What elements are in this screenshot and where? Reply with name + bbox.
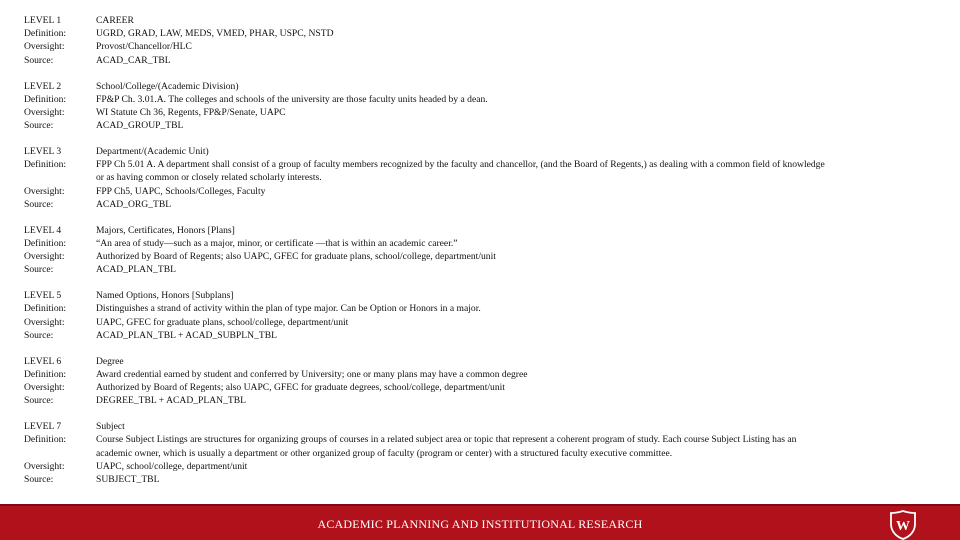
levels-list: [24, 14, 944, 499]
level-row: [24, 447, 944, 460]
level-row: [24, 250, 944, 263]
field-label: Definition:: [24, 303, 67, 315]
level-block: [24, 224, 944, 277]
level-row: [24, 27, 944, 40]
field-value: academic owner, which is usually a department or other organized group of faculty (program or center) with a structured faculty executive committee.: [96, 447, 673, 459]
level-row: [24, 329, 944, 342]
field-value: FPP Ch5, UAPC, Schools/Colleges, Faculty: [96, 185, 266, 197]
level-row: [24, 171, 944, 184]
field-label: Definition:: [24, 434, 67, 446]
field-label: Definition:: [24, 237, 67, 249]
level-title: LEVEL 2: [24, 80, 62, 92]
level-row: [24, 302, 944, 315]
field-value: Named Options, Honors [Subplans]: [96, 290, 234, 302]
level-title: LEVEL 1: [24, 15, 62, 26]
field-label: Source:: [24, 264, 54, 276]
field-label: [24, 171, 96, 184]
level-title: LEVEL 6: [24, 355, 62, 367]
field-value: Provost/Chancellor/HLC: [96, 41, 192, 53]
crest-letter: W: [896, 519, 910, 534]
field-label: Source:: [24, 54, 54, 66]
field-value: Department/(Academic Unit): [96, 146, 209, 157]
footer-bar: [0, 504, 960, 540]
level-row: [24, 145, 944, 158]
footer-title: ACADEMIC PLANNING AND INSTITUTIONAL RESEARCH: [317, 517, 643, 531]
field-value: Authorized by Board of Regents; also UAPC, GFEC for graduate plans, school/college, department/unit: [96, 251, 496, 263]
field-value: School/College/(Academic Division): [96, 80, 239, 92]
field-value: ACAD_CAR_TBL: [96, 54, 171, 66]
field-value: FPP Ch 5.01 A. A department shall consist of a group of faculty members recognized by the faculty and chancellor, (and the Board of Regents,) as dealing with a common field of knowledge: [96, 159, 825, 171]
field-label: Definition:: [24, 93, 67, 105]
level-row: [24, 224, 944, 237]
field-label: Oversight:: [24, 106, 65, 118]
level-title: LEVEL 7: [24, 421, 62, 433]
level-row: [24, 263, 944, 276]
field-value: ACAD_GROUP_TBL: [96, 120, 184, 132]
level-row: [24, 473, 944, 486]
field-value: Distinguishes a strand of activity within the plan of type major. Can be Option or Honors in a major.: [96, 303, 481, 315]
level-row: [24, 119, 944, 132]
level-row: [24, 40, 944, 53]
level-row: [24, 54, 944, 67]
field-label: Oversight:: [24, 460, 65, 472]
level-row: [24, 420, 944, 433]
level-row: [24, 368, 944, 381]
university-crest-icon: [889, 510, 917, 540]
field-label: Source:: [24, 329, 54, 341]
field-value: ACAD_PLAN_TBL + ACAD_SUBPLN_TBL: [96, 329, 277, 341]
level-block: [24, 355, 944, 408]
level-row: [24, 14, 944, 27]
level-row: [24, 394, 944, 407]
field-value: SUBJECT_TBL: [96, 474, 160, 486]
field-label: Definition:: [24, 368, 67, 380]
field-label: Oversight:: [24, 185, 65, 197]
level-row: [24, 158, 944, 171]
field-value: or as having common or closely related scholarly interests.: [96, 172, 322, 184]
field-value: Course Subject Listings are structures for organizing groups of courses in a related subject area or topic that represent a coherent program of study. Each course Subject Listing has an: [96, 434, 797, 446]
level-block: [24, 420, 944, 486]
level-block: [24, 145, 944, 211]
field-value: DEGREE_TBL + ACAD_PLAN_TBL: [96, 395, 247, 407]
field-label: [24, 447, 96, 460]
field-value: ACAD_ORG_TBL: [96, 198, 172, 210]
level-row: [24, 316, 944, 329]
level-row: [24, 106, 944, 119]
level-row: [24, 355, 944, 368]
field-value: Majors, Certificates, Honors [Plans]: [96, 224, 235, 236]
field-value: Degree: [96, 355, 124, 367]
field-value: UAPC, GFEC for graduate plans, school/college, department/unit: [96, 316, 349, 328]
field-value: Authorized by Board of Regents; also UAPC, GFEC for graduate degrees, school/college, department/unit: [96, 382, 505, 394]
field-label: Oversight:: [24, 41, 65, 53]
level-row: [24, 93, 944, 106]
field-value: Award credential earned by student and conferred by University; one or many plans may have a common degree: [96, 368, 528, 380]
field-value: UGRD, GRAD, LAW, MEDS, VMED, PHAR, USPC, NSTD: [96, 28, 334, 40]
field-label: Oversight:: [24, 382, 65, 394]
level-title: LEVEL 5: [24, 290, 62, 302]
level-block: [24, 14, 944, 67]
field-label: Source:: [24, 198, 54, 210]
field-label: Source:: [24, 395, 54, 407]
level-row: [24, 381, 944, 394]
field-label: Definition:: [24, 159, 67, 171]
level-block: [24, 80, 944, 133]
field-value: CAREER: [96, 15, 134, 26]
field-label: Source:: [24, 120, 54, 132]
level-row: [24, 289, 944, 302]
level-block: [24, 289, 944, 342]
field-value: WI Statute Ch 36, Regents, FP&P/Senate, UAPC: [96, 106, 286, 118]
level-row: [24, 237, 944, 250]
field-value: ACAD_PLAN_TBL: [96, 264, 176, 276]
level-row: [24, 80, 944, 93]
field-value: Subject: [96, 421, 125, 433]
field-label: Oversight:: [24, 316, 65, 328]
level-row: [24, 185, 944, 198]
field-label: Definition:: [24, 28, 67, 40]
field-label: Source:: [24, 474, 54, 486]
level-row: [24, 460, 944, 473]
level-title: LEVEL 3: [24, 146, 62, 157]
field-value: UAPC, school/college, department/unit: [96, 460, 248, 472]
field-value: FP&P Ch. 3.01.A. The colleges and schools of the university are those faculty units headed by a dean.: [96, 93, 488, 105]
level-row: [24, 433, 944, 446]
field-value: “An area of study—such as a major, minor, or certificate —that is within an academic career.”: [96, 237, 458, 249]
field-label: Oversight:: [24, 251, 65, 263]
level-row: [24, 198, 944, 211]
level-title: LEVEL 4: [24, 224, 62, 236]
